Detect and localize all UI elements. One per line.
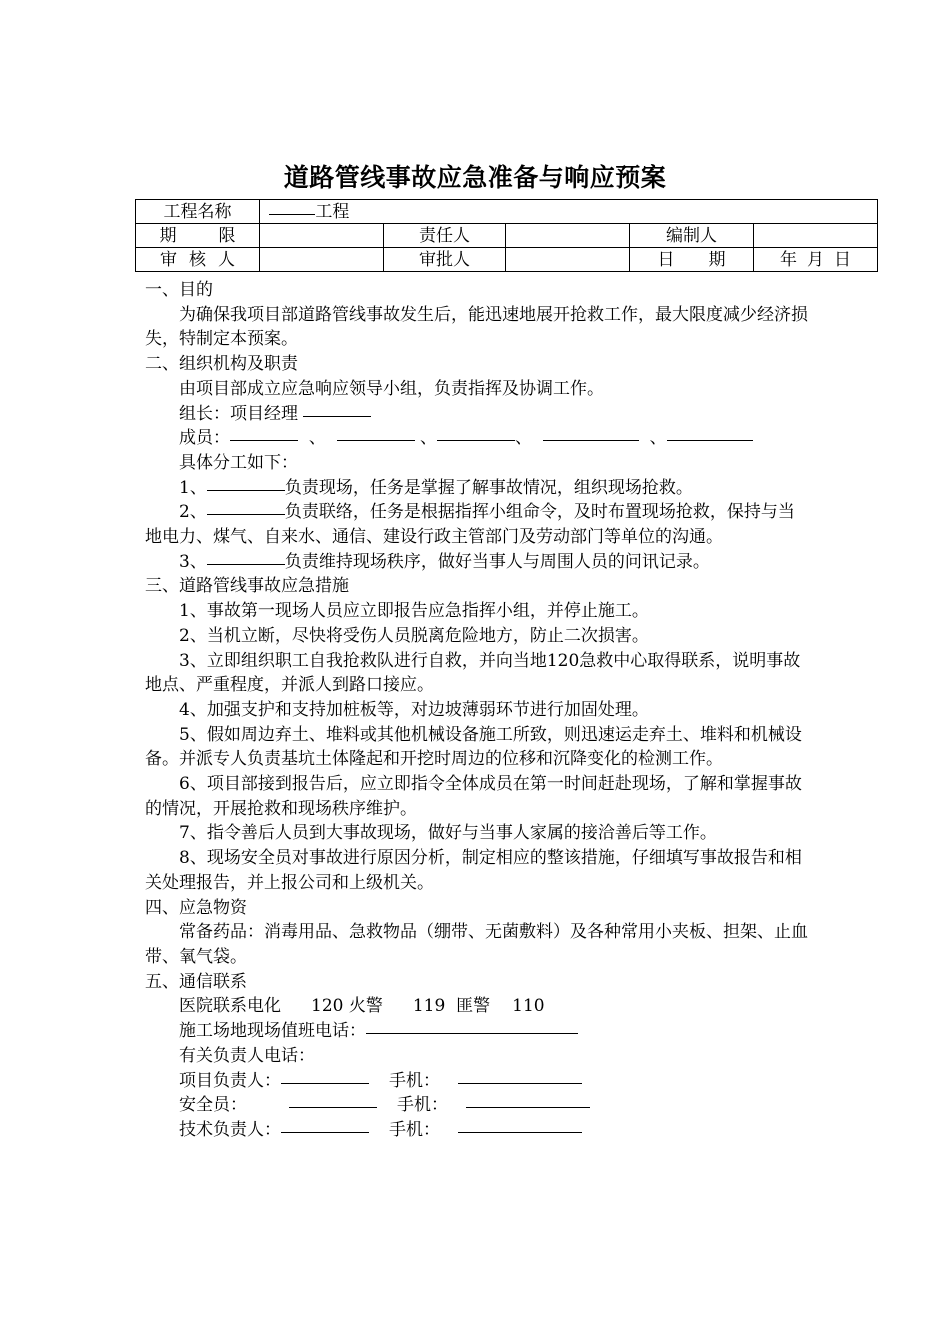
paragraph: 具体分工如下： [179, 452, 298, 473]
paragraph: 为确保我项目部道路管线事故发生后，能迅速地展开抢救工作，最大限度减少经济损失，特制定本预案。 [145, 304, 808, 350]
reviewer-label-1: 审 [160, 249, 177, 270]
document-body [145, 278, 810, 1143]
blank-line [303, 415, 371, 417]
date-day: 日 [834, 249, 852, 270]
mobile-label: 手机： [389, 1119, 440, 1140]
blank-line [207, 563, 285, 565]
site-phone-label: 施工场地现场值班电话： [179, 1021, 366, 1042]
blank-line [281, 1131, 369, 1133]
measure-item: 3、立即组织职工自我抢救队进行自救，并向当地120急救中心取得联系，说明事故地点、严重程度，并派人到路口接应。 [145, 650, 801, 696]
date-value-cell [754, 248, 878, 272]
approver-label: 审批人 [384, 248, 506, 272]
item-text: 负责维持现场秩序，做好当事人与周围人员的问讯记录。 [284, 551, 710, 572]
contact-line [145, 1069, 810, 1094]
period-label-1: 期 [159, 225, 177, 246]
blank-line [337, 439, 415, 441]
measure-item: 8、现场安全员对事故进行原因分析，制定相应的整该措施，仔细填写事故报告和相关处理报告，并上报公司和上级机关。 [145, 848, 802, 893]
blank-line [458, 1082, 582, 1084]
item-number: 1、 [179, 477, 207, 498]
reviewer-label-2: 核 [189, 249, 206, 270]
measure-item: 4、加强支护和支持加桩板等，对边坡薄弱环节进行加固处理。 [179, 699, 649, 720]
item-number: 2、 [179, 502, 207, 523]
measure-item: 6、项目部接到报告后，应立即指令全体成员在第一时间赶赴现场，了解和掌握事故的情况，开展抢救和现场秩序维护。 [145, 774, 802, 819]
paragraph: 常备药品：消毒用品、急救物品（绷带、无菌敷料）及各种常用小夹板、担架、止血带、氧气袋。 [145, 922, 808, 967]
reviewer-label-cell [136, 248, 260, 272]
blank-line [269, 213, 315, 215]
table-row [136, 200, 878, 224]
approver-value [506, 248, 630, 272]
compiler-value [754, 224, 878, 248]
date-label-1: 日 [657, 249, 675, 270]
section-heading: 四、应急物资 [145, 897, 247, 918]
measure-item: 1、事故第一现场人员应立即报告应急指挥小组，并停止施工。 [179, 601, 649, 622]
duty-item [145, 476, 810, 501]
blank-line [207, 489, 285, 491]
info-table [135, 199, 878, 272]
mobile-label: 手机： [397, 1095, 448, 1116]
responsible-label: 责任人 [384, 224, 506, 248]
period-label-2: 限 [218, 225, 236, 246]
blank-line [437, 439, 515, 441]
site-phone-line [145, 1019, 810, 1044]
police-label: 匪警 [456, 996, 491, 1017]
period-label-cell [136, 224, 260, 248]
project-name-cell [260, 200, 878, 224]
date-year: 年 [780, 249, 798, 270]
document-title: 道路管线事故应急准备与响应预案 [283, 163, 667, 192]
item-text: 负责现场，任务是掌握了解事故情况，组织现场抢救。 [284, 477, 693, 498]
tech-lead-label: 技术负责人： [179, 1119, 281, 1140]
date-month: 月 [807, 249, 825, 270]
blank-line [366, 1032, 578, 1034]
table-row [136, 248, 878, 272]
separator: 、 [308, 428, 326, 449]
blank-line [289, 1106, 377, 1108]
duty-item [145, 550, 810, 575]
blank-line [543, 439, 639, 441]
compiler-label: 编制人 [630, 224, 754, 248]
section-heading: 三、道路管线事故应急措施 [145, 576, 349, 597]
separator: 、 [649, 428, 667, 449]
contact-line [145, 1118, 810, 1143]
project-name-value: 工程 [315, 201, 350, 222]
blank-line [230, 439, 298, 441]
hospital-number: 120 [311, 996, 344, 1017]
reviewer-label-3: 人 [218, 249, 235, 270]
emergency-numbers [145, 994, 810, 1019]
measure-item: 2、当机立断，尽快将受伤人员脱离危险地方，防止二次损害。 [179, 625, 649, 646]
responsible-value [506, 224, 630, 248]
date-label-cell [630, 248, 754, 272]
reviewer-value [260, 248, 384, 272]
fire-label: 火警 [348, 996, 383, 1017]
table-row [136, 224, 878, 248]
safety-label: 安全员： [179, 1095, 247, 1116]
police-number: 110 [512, 996, 545, 1017]
fire-number: 119 [412, 996, 446, 1017]
duty-item [145, 500, 810, 549]
project-lead-label: 项目负责人： [179, 1070, 281, 1091]
separator: 、 [515, 428, 533, 449]
members-line [145, 426, 810, 451]
leader-line [145, 402, 810, 427]
project-name-label: 工程名称 [136, 200, 260, 224]
period-value [260, 224, 384, 248]
blank-line [207, 513, 285, 515]
item-number: 3、 [179, 551, 207, 572]
leader-label: 组长：项目经理 [179, 403, 298, 424]
section-heading: 一、目的 [145, 280, 213, 300]
paragraph: 由项目部成立应急响应领导小组，负责指挥及协调工作。 [179, 378, 604, 399]
date-label-2: 期 [708, 249, 726, 270]
section-heading: 二、组织机构及职责 [145, 354, 298, 375]
blank-line [466, 1106, 590, 1108]
item-text: 负责联络，任务是根据指挥小组命令，及时布置现场抢救，保持与当地电力、煤气、自来水、通信、建设行政主管部门及劳动部门等单位的沟通。 [145, 502, 795, 548]
paragraph: 有关负责人电话： [179, 1045, 315, 1066]
blank-line [281, 1082, 369, 1084]
hospital-label: 医院联系电化 [179, 996, 281, 1017]
contact-line [145, 1093, 810, 1118]
mobile-label: 手机： [389, 1070, 440, 1091]
separator: 、 [420, 428, 438, 449]
members-label: 成员： [179, 428, 230, 449]
measure-item: 5、假如周边弃土、堆料或其他机械设备施工所致，则迅速运走弃土、堆料和机械设备。并派专人负责基坑土体隆起和开挖时周边的位移和沉降变化的检测工作。 [145, 724, 802, 770]
blank-line [667, 439, 753, 441]
measure-item: 7、指令善后人员到大事故现场，做好与当事人家属的接洽善后等工作。 [179, 823, 717, 844]
section-heading: 五、通信联系 [145, 971, 247, 992]
blank-line [458, 1131, 582, 1133]
